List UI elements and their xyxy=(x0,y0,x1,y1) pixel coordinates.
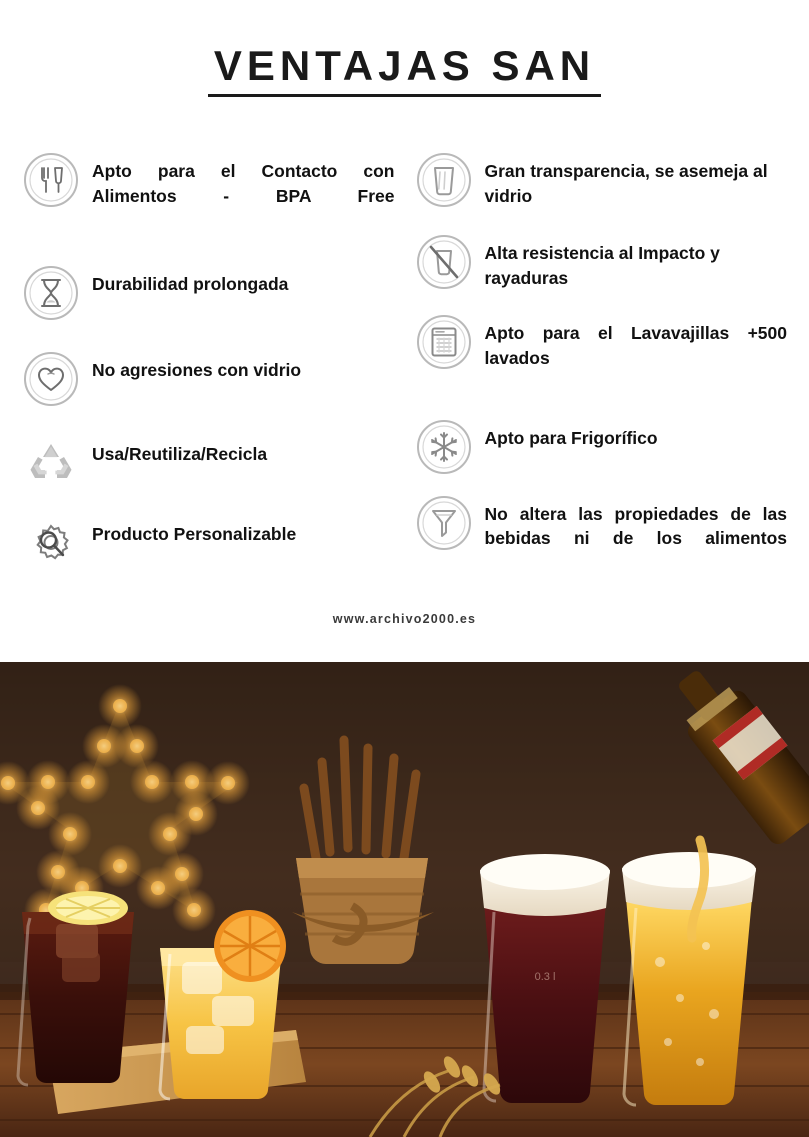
page-title: VENTAJAS SAN xyxy=(208,44,601,97)
feature-label: No altera las propiedades de las bebidas ni de los alimentos xyxy=(484,503,787,549)
feature-item xyxy=(22,434,395,492)
features-column-right xyxy=(405,151,788,602)
feature-label: Apto para el Lavavajillas +500 lavados xyxy=(484,323,787,368)
feature-item xyxy=(22,264,395,322)
feature-item xyxy=(22,514,395,572)
feature-label: Usa/Reutiliza/Recicla xyxy=(92,443,268,464)
feature-item xyxy=(415,418,788,476)
feature-label: Apto para Frigorífico xyxy=(484,427,658,448)
product-photo xyxy=(0,662,809,1137)
feature-item xyxy=(415,151,788,209)
feature-item xyxy=(415,233,788,291)
snowflake-freezer-icon xyxy=(415,418,473,476)
no-taste-alteration-icon xyxy=(415,494,473,552)
feature-item xyxy=(415,313,788,396)
features-section xyxy=(0,151,809,602)
feature-item xyxy=(22,350,395,408)
feature-item xyxy=(22,151,395,234)
feature-label: Alta resistencia al Impacto y rayaduras xyxy=(484,243,720,288)
gear-customizable-icon xyxy=(22,514,80,572)
dishwasher-icon xyxy=(415,313,473,371)
impact-scratch-resistant-icon xyxy=(415,233,473,291)
feature-label: Durabilidad prolongada xyxy=(92,273,289,294)
feature-label: Gran transparencia, se asemeja al vidrio xyxy=(484,161,768,206)
feature-item xyxy=(415,494,788,577)
transparent-glass-icon xyxy=(415,151,473,209)
page-title-container xyxy=(0,0,809,97)
features-column-left xyxy=(22,151,405,602)
hourglass-durability-icon xyxy=(22,264,80,322)
feature-label: No agresiones con vidrio xyxy=(92,359,302,380)
fork-glass-food-safe-icon xyxy=(22,151,80,209)
recycle-icon xyxy=(22,434,80,492)
feature-label: Producto Personalizable xyxy=(92,523,297,544)
feature-label: Apto para el Contacto con Alimentos - BPA Free xyxy=(92,161,395,206)
website-url: www.archivo2000.es xyxy=(332,612,477,627)
heart-no-glass-aggression-icon xyxy=(22,350,80,408)
svg-text:0.3 l: 0.3 l xyxy=(534,971,556,983)
